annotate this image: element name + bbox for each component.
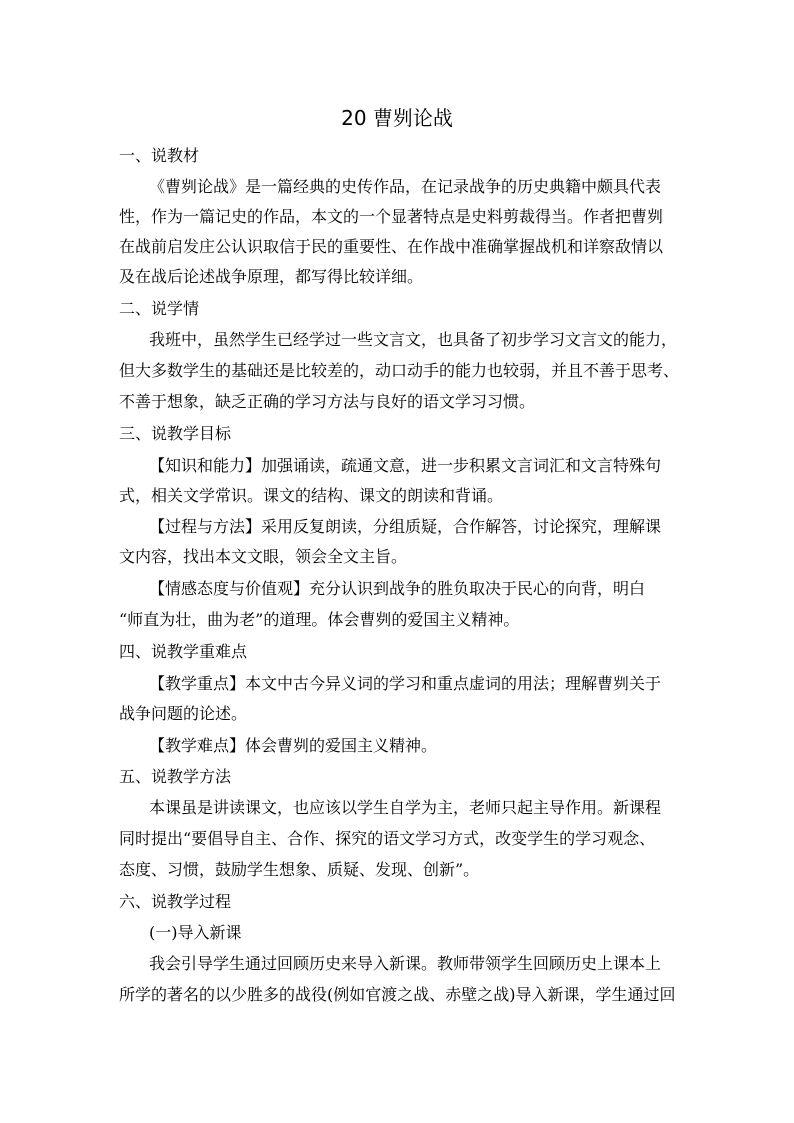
paragraph-line: 同时提出“要倡导自主、合作、探究的语文学习方式，改变学生的学习观念、 bbox=[119, 829, 656, 848]
paragraph-line: 式，相关文学常识。课文的结构、课文的朗读和背诵。 bbox=[119, 486, 504, 505]
paragraph-line: 【知识和能力】加强诵读，疏通文意，进一步积累文言词汇和文言特殊句 bbox=[149, 456, 662, 475]
section-heading-teaching-process: 六、说教学过程 bbox=[119, 892, 232, 911]
subsection-heading: (一)导入新课 bbox=[149, 923, 242, 942]
paragraph-line: 《曹刿论战》是一篇经典的史传作品，在记录战争的历史典籍中颇具代表 bbox=[149, 177, 662, 196]
paragraph-line: 我会引导学生通过回顾历史来导入新课。教师带领学生回顾历史上课本上 bbox=[149, 954, 662, 973]
paragraph-line: 战争问题的论述。 bbox=[119, 704, 248, 723]
paragraph-line: 【过程与方法】采用反复朗读，分组质疑，合作解答，讨论探究，理解课 bbox=[149, 517, 662, 536]
paragraph-line: 所学的著名的以少胜多的战役(例如官渡之战、赤壁之战)导入新课，学生通过回 bbox=[119, 985, 676, 1004]
paragraph-line: 不善于想象，缺乏正确的学习方法与良好的语文学习习惯。 bbox=[119, 392, 536, 411]
paragraph-line: 本课虽是讲读课文，也应该以学生自学为主，老师只起主导作用。新课程 bbox=[149, 798, 662, 817]
document-title: 20 曹刿论战 bbox=[341, 106, 453, 130]
paragraph-line: 【情感态度与价值观】充分认识到战争的胜负取决于民心的向背，明白 bbox=[149, 579, 646, 598]
section-heading-teaching-methods: 五、说教学方法 bbox=[119, 767, 232, 786]
section-heading-learner-analysis: 二、说学情 bbox=[119, 299, 200, 318]
paragraph-line: 及在战后论述战争原理，都写得比较详细。 bbox=[119, 267, 424, 286]
paragraph-line: 性，作为一篇记史的作品，本文的一个显著特点是史料剪裁得当。作者把曹刿 bbox=[119, 207, 664, 226]
section-heading-key-difficult-points: 四、说教学重难点 bbox=[119, 642, 248, 661]
paragraph-line: “师直为壮，曲为老”的道理。体会曹刿的爱国主义精神。 bbox=[119, 610, 520, 629]
paragraph-line: 【教学难点】体会曹刿的爱国主义精神。 bbox=[149, 736, 438, 755]
paragraph-line: 态度、习惯，鼓励学生想象、质疑、发现、创新”。 bbox=[119, 860, 480, 879]
paragraph-line: 但大多数学生的基础还是比较差的，动口动手的能力也较弱，并且不善于思考、 bbox=[119, 361, 680, 380]
paragraph-line: 【教学重点】本文中古今异义词的学习和重点虚词的用法；理解曹刿关于 bbox=[149, 674, 662, 693]
paragraph-line: 文内容，找出本文文眼，领会全文主旨。 bbox=[119, 547, 408, 566]
section-heading-teaching-material: 一、说教材 bbox=[119, 146, 200, 165]
section-heading-teaching-objectives: 三、说教学目标 bbox=[119, 424, 232, 443]
paragraph-line: 我班中，虽然学生已经学过一些文言文，也具备了初步学习文言文的能力， bbox=[149, 330, 678, 349]
paragraph-line: 在战前启发庄公认识取信于民的重要性、在作战中准确掌握战机和详察敌情以 bbox=[119, 237, 664, 256]
